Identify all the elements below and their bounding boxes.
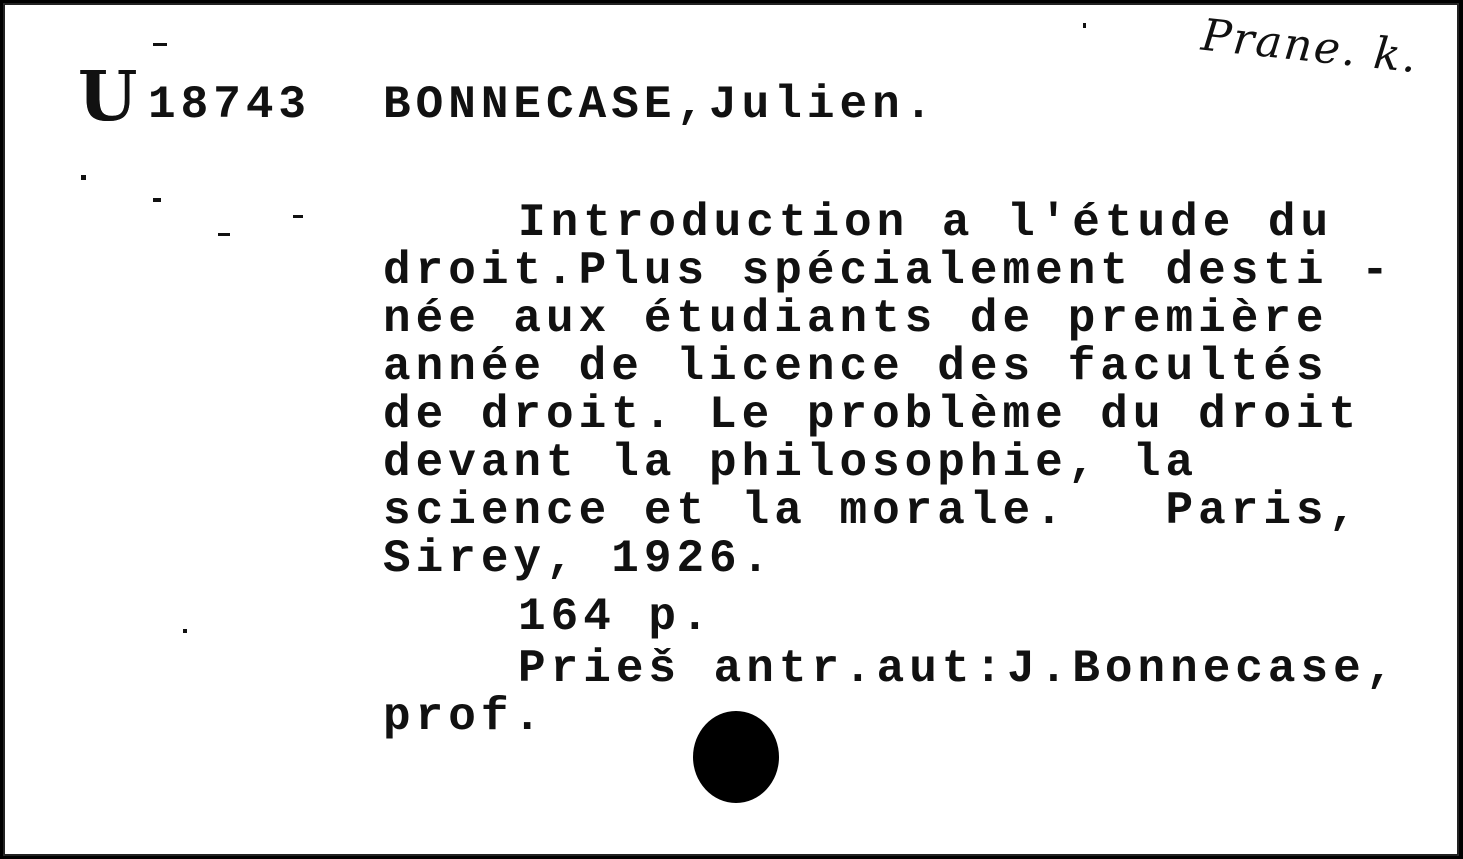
note-line-1: Prieš antr.aut:J.Bonnecase, [518,643,1399,695]
title-line-6: devant la philosophie, la [383,437,1199,489]
imprint-line: Sirey, 1926. [383,533,775,585]
title-line-4: année de licence des facultés [383,341,1329,393]
title-line-7: science et la morale. Paris, [383,485,1362,537]
catalog-card [3,3,1459,856]
punch-hole [693,711,779,803]
scan-speck [1083,23,1086,28]
pagination: 164 p. [518,591,714,643]
scan-speck [81,175,86,180]
note-line-2: prof. [383,691,547,743]
title-line-5: de droit. Le problème du droit [383,389,1362,441]
handwritten-annotation: Prane. k. [1199,9,1422,84]
title-line-2: droit.Plus spécialement desti - [383,245,1394,297]
title-line-3: née aux étudiants de première [383,293,1329,345]
scan-speck [153,198,161,202]
scan-speck [183,629,187,633]
author-heading: BONNECASE,Julien. [383,79,938,131]
location-mark: U [78,57,138,137]
scan-speck [218,233,230,236]
scan-speck [293,215,303,218]
scan-speck [153,43,167,46]
title-line-1: Introduction a l'étude du [518,197,1334,249]
call-number: 18743 [148,79,312,131]
